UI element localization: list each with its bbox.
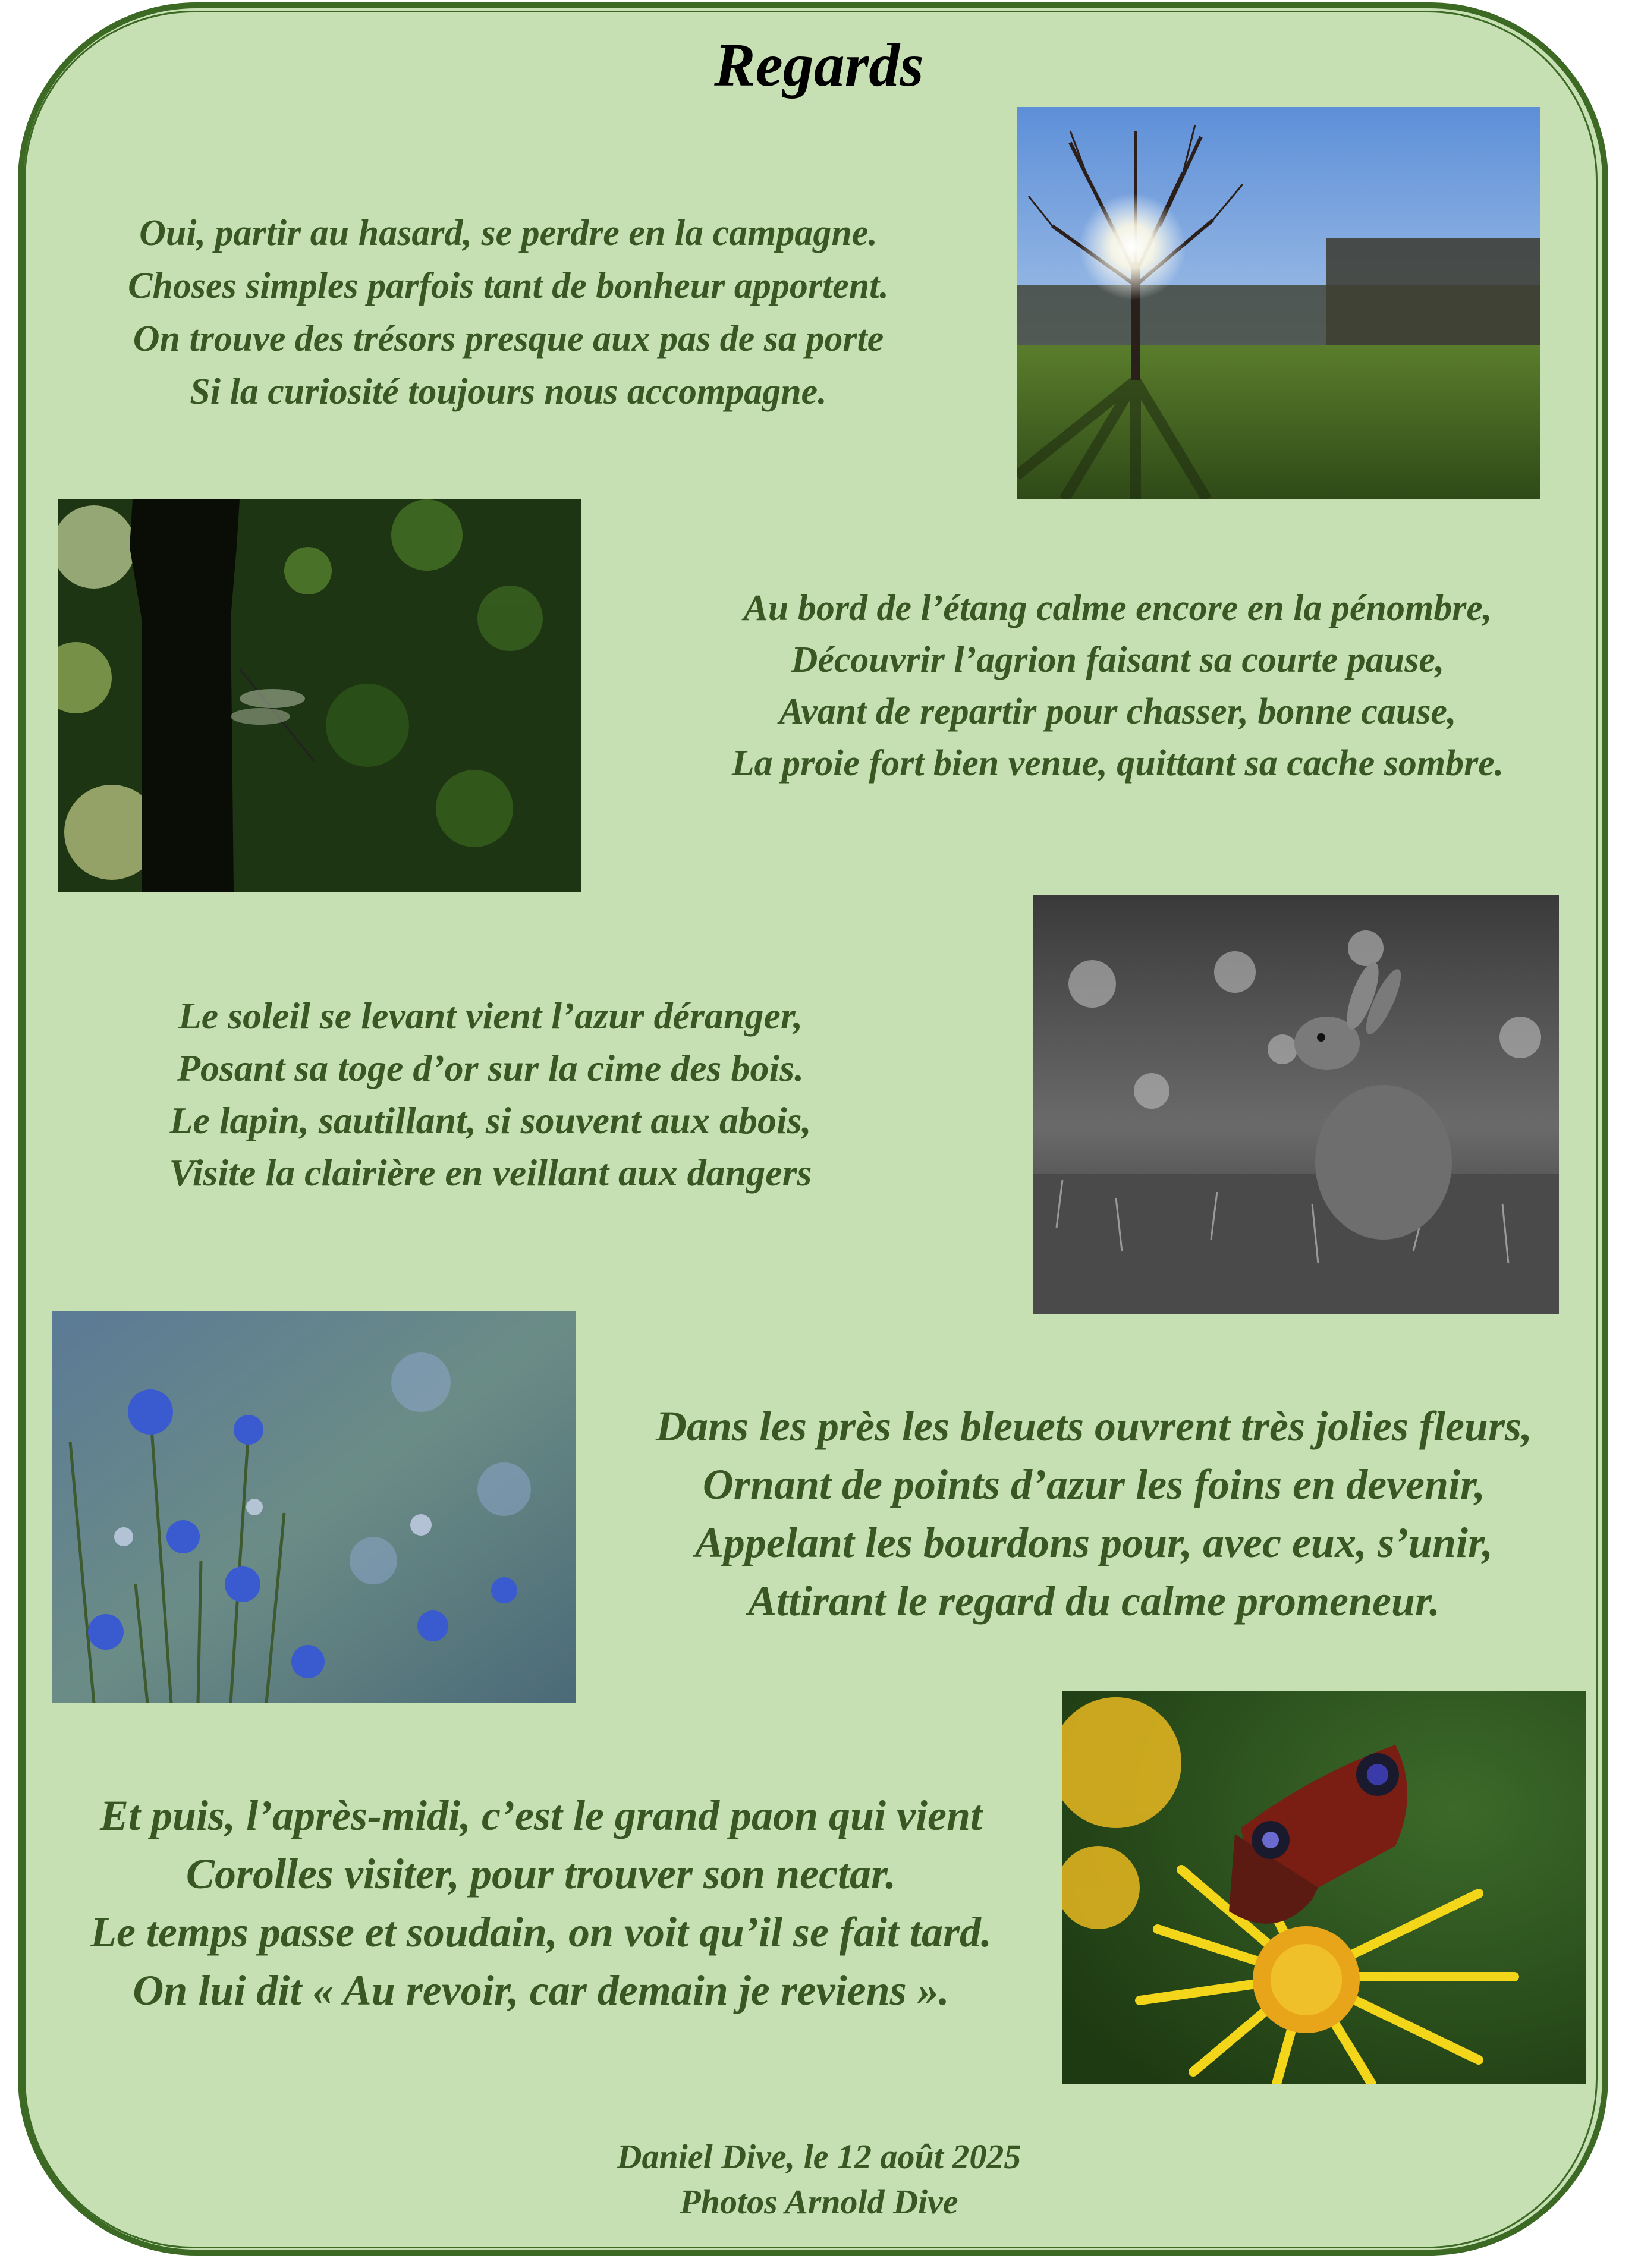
stanza-line: Si la curiosité toujours nous accompagne.: [190, 372, 827, 412]
photos-credit-line: Photos Arnold Dive: [680, 2182, 958, 2221]
stanza-5: [24, 1786, 1058, 2020]
stanza-4: [583, 1397, 1605, 1630]
stanza-line: Ornant de points d’azur les foins en devenir,: [702, 1461, 1486, 1508]
stanza-line: Attirant le regard du calme promeneur.: [747, 1577, 1441, 1625]
photo-rabbit: [1033, 895, 1559, 1314]
stanza-line: Le soleil se levant vient l’azur déranger,: [178, 995, 803, 1037]
stanza-line: Choses simples parfois tant de bonheur apportent.: [128, 266, 889, 306]
photo-tree-meadow: [1017, 107, 1540, 499]
stanza-line: Corolles visiter, pour trouver son nectar.: [186, 1850, 897, 1898]
stanza-line: Appelant les bourdons pour, avec eux, s’unir,: [694, 1519, 1494, 1566]
stanza-line: Le temps passe et soudain, on voit qu’il se fait tard.: [90, 1908, 992, 1956]
stanza-line: Le lapin, sautillant, si souvent aux abois,: [169, 1099, 812, 1141]
stanza-line: Avant de repartir pour chasser, bonne cause,: [779, 691, 1457, 732]
stanza-line: Découvrir l’agrion faisant sa courte pause,: [791, 640, 1445, 680]
photo-damselfly: [58, 499, 581, 892]
stanza-line: Au bord de l’étang calme encore en la pénombre,: [743, 588, 1492, 628]
stanza-line: La proie fort bien venue, quittant sa cache sombre.: [731, 743, 1504, 784]
stanza-2: [654, 583, 1582, 789]
stanza-line: On trouve des trésors presque aux pas de sa porte: [133, 319, 884, 359]
stanza-line: Dans les près les bleuets ouvrent très jolies fleurs,: [655, 1402, 1533, 1450]
photo-butterfly: [1062, 1691, 1586, 2084]
stanza-1: [48, 207, 969, 419]
credits: [0, 2134, 1638, 2225]
stanza-line: Visite la clairière en veillant aux dangers: [169, 1152, 812, 1194]
stanza-line: Et puis, l’après-midi, c’est le grand paon qui vient: [99, 1792, 983, 1839]
stanza-3: [119, 990, 862, 1199]
author-line: Daniel Dive, le 12 août 2025: [617, 2137, 1021, 2176]
stanza-line: Oui, partir au hasard, se perdre en la campagne.: [139, 213, 878, 253]
photo-cornflowers: [52, 1311, 576, 1703]
stanza-line: Posant sa toge d’or sur la cime des bois.: [177, 1047, 804, 1089]
poem-title: Regards: [714, 31, 924, 99]
stanza-line: On lui dit « Au revoir, car demain je reviens ».: [133, 1967, 950, 2014]
